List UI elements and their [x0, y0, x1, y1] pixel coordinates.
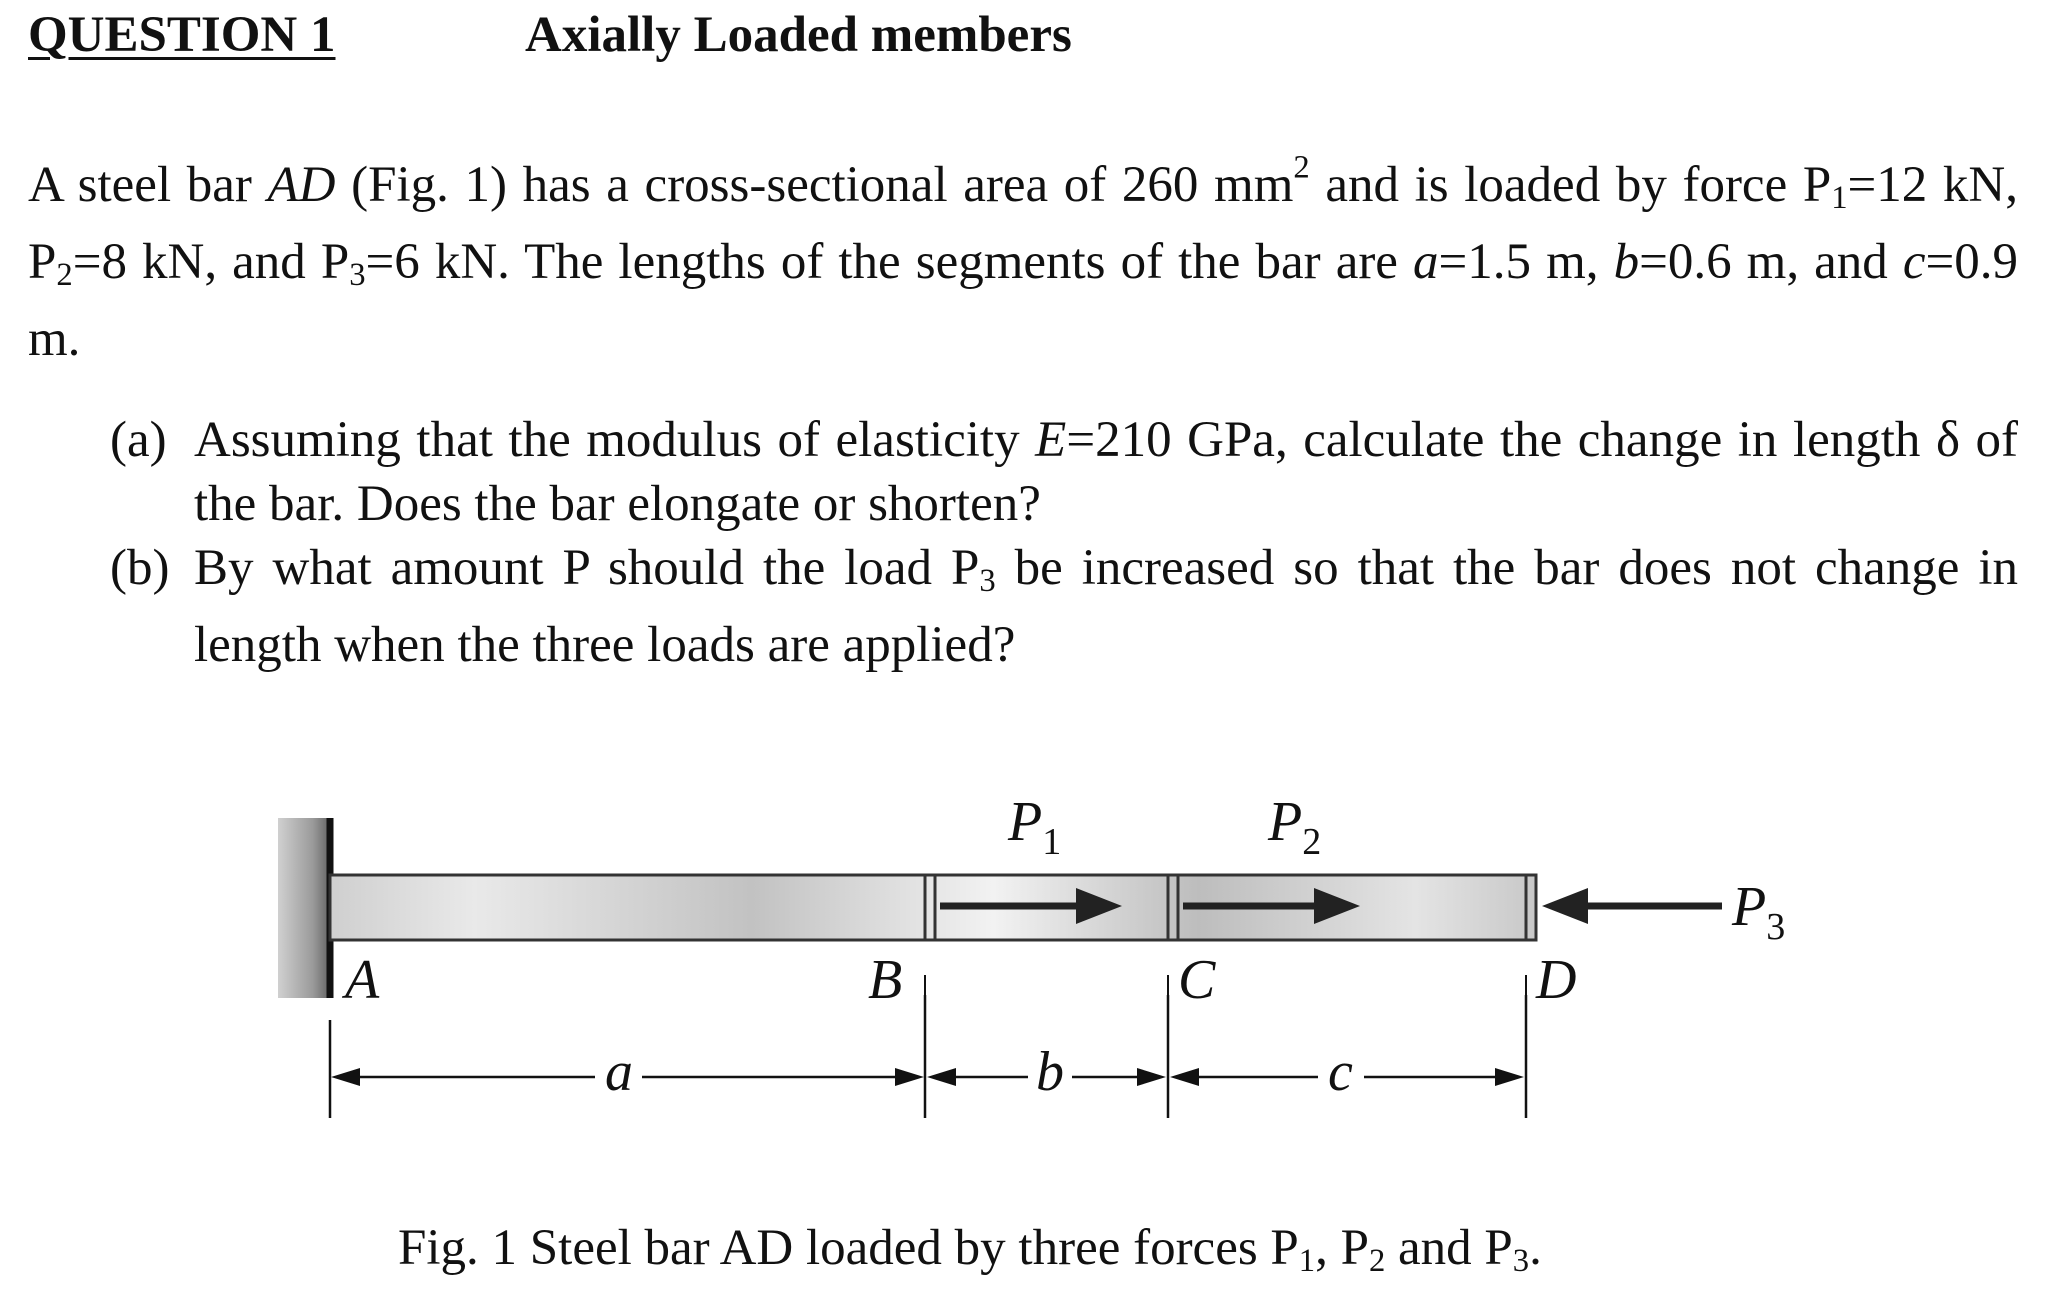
point-c-label: C — [1178, 949, 1216, 1011]
caption-text-5: and P — [1398, 1220, 1513, 1276]
var-c: c — [1902, 234, 1926, 291]
caption-sub-1: 1 — [1298, 1243, 1316, 1280]
question-number: QUESTION 1 — [28, 7, 336, 63]
problem-statement — [28, 149, 2019, 371]
dim-b-label: b — [1036, 1041, 1064, 1103]
p1-subscript: 1 — [1831, 180, 1848, 217]
caption-text-7: . — [1529, 1220, 1542, 1276]
p2-label: $P_2$ — [1268, 791, 1322, 863]
dim-a-label: a — [605, 1041, 633, 1103]
dim-a-arrow-right — [895, 1068, 924, 1086]
dim-c-arrow-left — [1170, 1068, 1199, 1086]
part-a — [110, 408, 2018, 536]
part-b-p3-subscript: 3 — [979, 563, 996, 600]
intro-text-7: =12 kN, P — [28, 157, 2019, 291]
area-exponent: 2 — [1293, 149, 1310, 186]
part-b — [110, 536, 2018, 677]
intro-text-5: and is loaded by force P — [1325, 157, 1832, 213]
figure-caption — [398, 1219, 1542, 1280]
point-b-label: B — [868, 949, 903, 1011]
intro-text-1: A steel bar — [28, 157, 252, 213]
var-b: b — [1613, 234, 1640, 291]
part-b-tag: (b) — [110, 540, 170, 596]
p3-label: $P_3$ — [1732, 876, 1786, 948]
var-e: E — [1035, 412, 1067, 468]
part-a-text-1: Assuming that the modulus of elasticity — [194, 412, 1020, 468]
intro-text-15: =0.6 m, and — [1639, 234, 1888, 291]
caption-text-3: , P — [1315, 1220, 1369, 1276]
part-a-text-3: =210 GPa, calculate the change in length δ of the bar. Does the bar elongate or shorten? — [194, 412, 2019, 532]
intro-text-3: (Fig. 1) has a cross-sectional area of 260 mm — [351, 157, 1294, 213]
intro-text-13: =1.5 m, — [1438, 234, 1599, 291]
dim-c-label: c — [1328, 1041, 1353, 1103]
question-title: Axially Loaded members — [525, 7, 1072, 63]
dim-b-arrow-left — [927, 1068, 956, 1086]
intro-text-9: =8 kN, and P — [72, 234, 350, 291]
dim-a-arrow-left — [331, 1068, 360, 1086]
part-b-text-1: By what amount P should the load P — [194, 540, 980, 596]
p1-label: $P_1$ — [1008, 791, 1062, 863]
bar-name: AD — [267, 157, 336, 213]
intro-text-11: =6 kN. The lengths of the segments of the bar are — [365, 234, 1398, 291]
caption-sub-2: 2 — [1368, 1243, 1386, 1280]
point-d-label: D — [1536, 949, 1577, 1011]
var-a: a — [1413, 234, 1439, 291]
p3-subscript: 3 — [349, 257, 366, 294]
bar-figure — [0, 770, 2046, 1130]
part-b-text-3: be increased so that the bar does not change in length when the three loads are applied? — [194, 540, 2018, 674]
part-a-tag: (a) — [110, 412, 167, 468]
dim-c-arrow-right — [1495, 1068, 1524, 1086]
wall-support — [278, 818, 328, 998]
p2-subscript: 2 — [56, 257, 73, 294]
caption-sub-3: 3 — [1512, 1243, 1530, 1280]
dim-b-arrow-right — [1137, 1068, 1166, 1086]
point-a-label: A — [345, 949, 380, 1011]
question-parts — [110, 408, 2018, 677]
p3-arrow-head — [1542, 888, 1588, 924]
caption-text-1: Fig. 1 Steel bar AD loaded by three forces P — [398, 1220, 1299, 1276]
intro-text-17: =0.9 m. — [28, 234, 2018, 368]
